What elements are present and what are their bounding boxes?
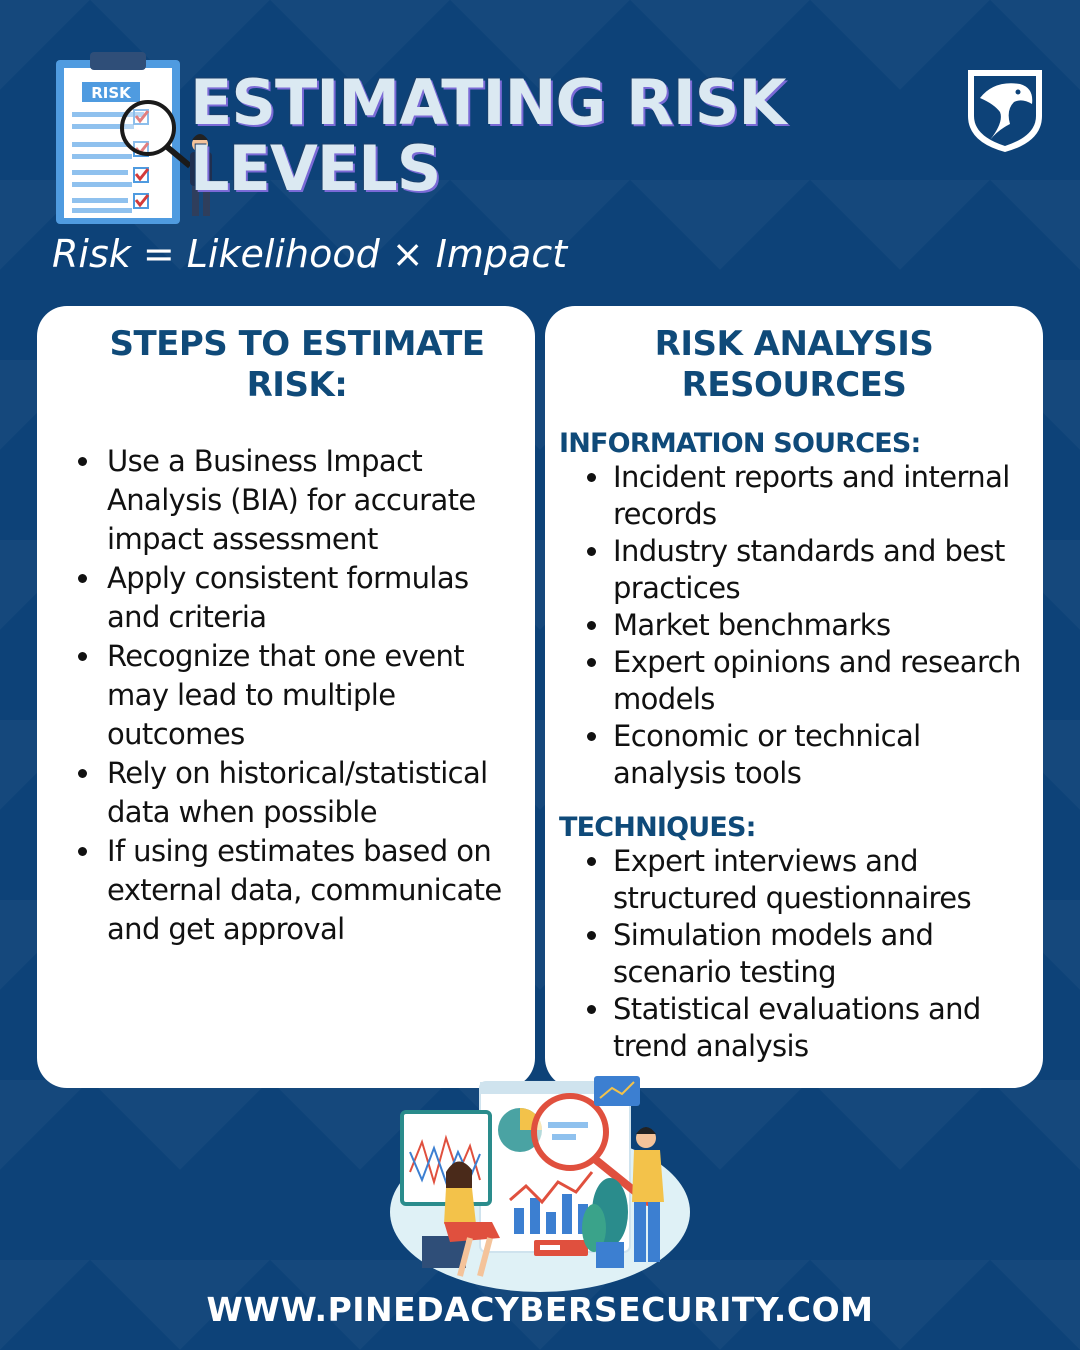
steps-heading-line-1: STEPS TO ESTIMATE bbox=[109, 324, 485, 364]
data-analysis-illustration bbox=[380, 1062, 700, 1294]
step-item: Apply consistent formulas and criteria bbox=[75, 559, 519, 637]
eagle-shield-logo-icon bbox=[964, 64, 1046, 154]
risk-formula: Risk = Likelihood × Impact bbox=[52, 232, 568, 276]
technique-item: Simulation models and scenario testing bbox=[559, 917, 1029, 991]
source-item: Expert opinions and research models bbox=[559, 644, 1029, 718]
step-item: Use a Business Impact Analysis (BIA) for accurate impact assessment bbox=[75, 442, 519, 559]
resources-heading bbox=[559, 324, 1029, 406]
source-item: Economic or technical analysis tools bbox=[559, 718, 1029, 792]
techniques-title: TECHNIQUES: bbox=[559, 812, 756, 843]
source-item: Industry standards and best practices bbox=[559, 533, 1029, 607]
steps-list bbox=[75, 442, 519, 949]
steps-card bbox=[37, 306, 535, 1088]
steps-heading bbox=[75, 324, 519, 406]
resources-heading-line-2: RESOURCES bbox=[681, 365, 907, 405]
resources-card bbox=[545, 306, 1043, 1088]
title-line-1: ESTIMATING RISK bbox=[190, 66, 786, 139]
step-item: If using estimates based on external data, communicate and get approval bbox=[75, 832, 519, 949]
steps-heading-line-2: RISK: bbox=[246, 365, 348, 405]
title-line-2: LEVELS bbox=[190, 132, 441, 205]
information-sources-list bbox=[559, 459, 1029, 792]
resources-heading-line-1: RISK ANALYSIS bbox=[654, 324, 934, 364]
clipboard-label: RISK bbox=[91, 84, 131, 102]
step-item: Rely on historical/statistical data when possible bbox=[75, 754, 519, 832]
source-item: Market benchmarks bbox=[559, 607, 1029, 644]
source-item: Incident reports and internal records bbox=[559, 459, 1029, 533]
technique-item: Statistical evaluations and trend analysis bbox=[559, 991, 1029, 1065]
information-sources-title: INFORMATION SOURCES: bbox=[559, 428, 921, 459]
step-item: Recognize that one event may lead to multiple outcomes bbox=[75, 637, 519, 754]
website-url: WWW.PINEDACYBERSECURITY.COM bbox=[206, 1290, 874, 1329]
techniques-list bbox=[559, 843, 1029, 1065]
technique-item: Expert interviews and structured questionnaires bbox=[559, 843, 1029, 917]
page-title bbox=[190, 66, 786, 205]
